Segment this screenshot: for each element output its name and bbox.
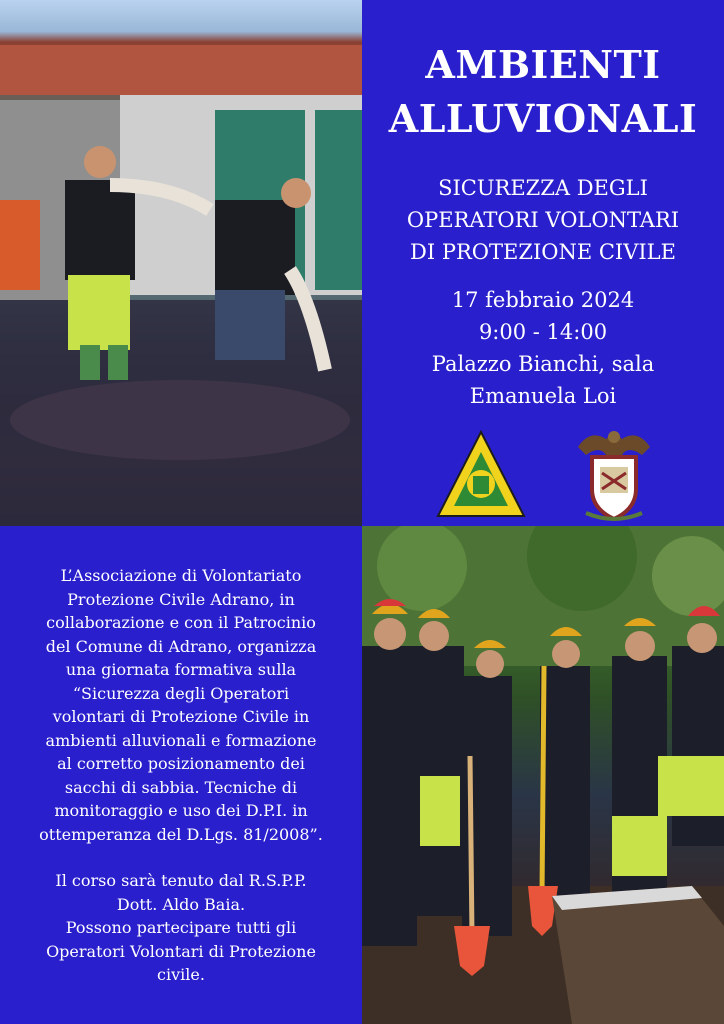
description-text bbox=[22, 564, 340, 987]
comune-adrano-crest-icon bbox=[572, 425, 656, 529]
event-venue-line-1: Palazzo Bianchi, sala bbox=[431, 352, 655, 376]
description-line: Protezione Civile Adrano, in bbox=[67, 589, 295, 609]
participants-line-1: Possono partecipare tutti gli bbox=[65, 918, 297, 937]
event-venue-line-2: Emanuela Loi bbox=[469, 384, 617, 408]
description-line: del Comune di Adrano, organizza bbox=[45, 636, 317, 656]
event-date: 17 febbraio 2024 bbox=[451, 288, 635, 312]
volunteers-photo-scene bbox=[362, 526, 724, 1024]
subtitle-line-3: DI PROTEZIONE CIVILE bbox=[410, 240, 676, 264]
subtitle-line-1: SICUREZZA DEGLI bbox=[438, 176, 648, 200]
flood-photo bbox=[0, 0, 362, 526]
subtitle-line-2: OPERATORI VOLONTARI bbox=[406, 208, 680, 232]
protezione-civile-logo-icon bbox=[436, 430, 526, 524]
participants-line-2: Operatori Volontari di Protezione bbox=[46, 941, 316, 961]
event-time: 9:00 - 14:00 bbox=[478, 320, 608, 344]
description-line: al corretto posizionamento dei bbox=[57, 754, 305, 773]
instructor-line-2: Dott. Aldo Baia. bbox=[116, 894, 246, 914]
description-line: sacchi di sabbia. Tecniche di bbox=[64, 777, 298, 797]
flood-photo-scene bbox=[0, 0, 362, 526]
participants-line-3: civile. bbox=[157, 965, 205, 984]
description-line: collaborazione e con il Patrocinio bbox=[46, 613, 316, 632]
subtitle bbox=[362, 172, 724, 268]
description-line: monitoraggio e uso dei D.P.I. in bbox=[54, 801, 308, 820]
description-line: ottemperanza del D.Lgs. 81/2008”. bbox=[39, 824, 323, 844]
description-line: “Sicurezza degli Operatori bbox=[72, 683, 290, 703]
volunteers-photo bbox=[362, 526, 724, 1024]
instructor-line-1: Il corso sarà tenuto dal R.S.P.P. bbox=[55, 871, 307, 890]
title-line-1: AMBIENTI bbox=[425, 42, 661, 87]
description-panel bbox=[0, 526, 362, 1024]
title-line-2: ALLUVIONALI bbox=[388, 96, 698, 141]
event-info-panel bbox=[362, 0, 724, 526]
description-line: ambienti alluvionali e formazione bbox=[45, 730, 317, 750]
description-line: L’Associazione di Volontariato bbox=[60, 566, 302, 585]
description-line: una giornata formativa sulla bbox=[65, 660, 297, 679]
description-line: volontari di Protezione Civile in bbox=[52, 707, 310, 726]
page-title bbox=[362, 38, 724, 146]
